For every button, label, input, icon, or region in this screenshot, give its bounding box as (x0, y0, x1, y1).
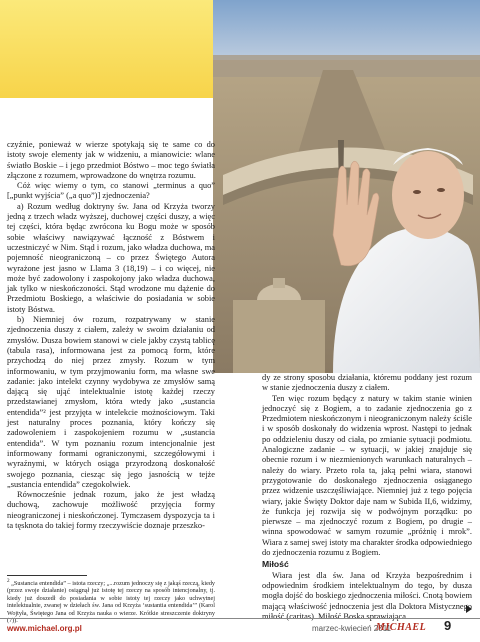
footnote-divider (7, 575, 87, 576)
footnote-text: „Sustancia entendida” – istota rzeczy; „...rozum jednoczy się z jakąś rzeczą, kiedy (przez swoje działanie) osiągnął już istotę tej rzeczy na sposób intencjonalny, tj. kiedy już doszedł do posiadania w sobie istoty tej rzeczy jako uchwytnej intelektualnie, zwanej w dziełach św. Jana od Krzyża ‘sustantia entendida’” (Karol Wojtyła, Świętego Jana od Krzyża nauka o wierze. Krótkie streszczenie doktryny (7)). (7, 580, 216, 625)
footer-divider (0, 618, 480, 619)
paragraph: dy ze strony sposobu działania, któremu poddany jest rozum w stanie zjednoczenia duszy z ciałem. (262, 373, 472, 393)
section-heading: Miłość (262, 559, 289, 570)
photo-pope-st-peters-square (213, 0, 480, 373)
paragraph: Równocześnie jednak rozum, jako że jest władzą duchową, zachowuje możliwość przyjęcia formy nieograniczonej i nieskończonej. Tymczasem dyspozycja ta i ta tęsknota do takiej formy rzeczywiście doznaje przeszko- (7, 490, 215, 530)
paragraph: Wiara jest dla św. Jana od Krzyża bezpośrednim i odpowiednim środkiem intelektualnym do tego, by dusza mogła dojść do boskiego zjednoczenia miłości. Cnotą bowiem mającą właściwość jednoczenia jest dla Doktora Mistycznego miłość (caritas). Miłość Boska sprawiająca (262, 570, 472, 621)
right-column (262, 373, 472, 622)
left-column (7, 140, 215, 531)
photo-illustration (213, 0, 480, 373)
footer-brand-logo: MICHAEL (376, 622, 427, 633)
footer-date: marzec-kwiecień 2011 (312, 624, 391, 633)
yellow-accent-bar (0, 0, 213, 98)
page-number: 9 (444, 618, 452, 633)
continue-arrow-icon (466, 605, 472, 613)
paragraph: czyźnie, ponieważ w wierze spotykają się te same co do istoty swoje elementy jak w widzeniu, a mianowicie: wlane światło Boskie – i jego przedmiot Bóstwo – moc tego światła złączone z rozumem, wprowadzone do wnętrza rozumu. (7, 140, 215, 180)
paragraph: Cóż więc wiemy o tym, co stanowi „terminus a quo” [„punkt wyjścia” („a quo”)] zjednoczenia? (7, 181, 215, 201)
paragraph: a) Rozum według doktryny św. Jana od Krzyża tworzy jedną z trzech władz wyższej, duchowej części duszy, a więc tej części, która będąc zwrócona ku Bogu może w sposób sobie właściwy nawiązywać łączność z Bóstwem i uczestniczyć w Nim. Stąd i rozum, jako władza duchowa, ma pojemność nieograniczoną – co przez Świętego Autora wyrażone jest jasno w Llama 3 (18,19) – i co więcej, nie może być zadowolony i zaspokojony jako władza duchowa, jak tylko w nieskończoności. Stąd wrodzone mu dążenie do Przedmiotu Boskiego, a właściwie do posiadania w sobie istoty Bóstwa. (7, 201, 215, 314)
footnote-number: 2 (7, 578, 10, 584)
footer-url: www.michael.org.pl (7, 624, 82, 633)
paragraph: Ten więc rozum będący z natury w takim stanie winien jednoczyć się z Bogiem, a to zadanie zjednoczenia go z Przedmiotem nieskończonym i nieograniczonym należy ściśle i w sposób doskonały do widzenia wprost. Następi to jednak po oddzieleniu duszy od ciała, po zmianie sytuacji podmiotu. Analogiczne zadanie – w sytuacji, w jakiej znajduje się obecnie rozum i w niezmienionych warunkach naturalnych – należy do wiary. Przeto rola ta, jaką pełni wiara, stanowi przygotowanie do doskonałego zjednoczenia osiąganego przez widzenie uszczęśliwiające. Niemniej już z tego pojęcia wiary, jakie Święty Doktor daje nam w Subida II,6, widzimy, że funkcja jej rozwija się w podwójnym porządku: po pierwsze – ma zjednoczyć rozum z Bogiem, po drugie – winna spowodować w samym rozumie „próżnię i mrok”. Wiara z samej swej istoty ma charakter środka odpowiedniego do zjednoczenia rozumu z Bogiem. (262, 393, 472, 558)
paragraph: b) Niemniej ów rozum, rozpatrywany w stanie zjednoczenia duszy z ciałem, zależy w swoim działaniu od zmysłów. Dusza bowiem stanowi w ciele jakby czystą tablicę (tabula rasa), informowana jest za pomocą form, które przychodzą do niej przez zmysły. Rozum w tym informowaniu, w tym przyjmowaniu form, ma własne swe zadanie: jako intelekt czynny wydobywa ze zmysłów samą dającą się ująć intelektualnie istotę każdej rzeczy przedstawianej zmysłom, która wtedy jako „sustancia entendida”² jest przyjęta w intelekcie możnościowym. Taki jest naturalny proces poznania, który kończy się zadowoleniem i zaspokojeniem rozumu w „sustancia entendida”. W tym poznaniu rozum intencjonalnie jest informowany formami ograniczonymi, szczegółowymi i wyraźnymi, w których osiąga przyrodzoną doskonałość swojego poznania, ciesząc się jego jasnością w tejże „sustancia entendida” czegokolwiek. (7, 315, 215, 489)
